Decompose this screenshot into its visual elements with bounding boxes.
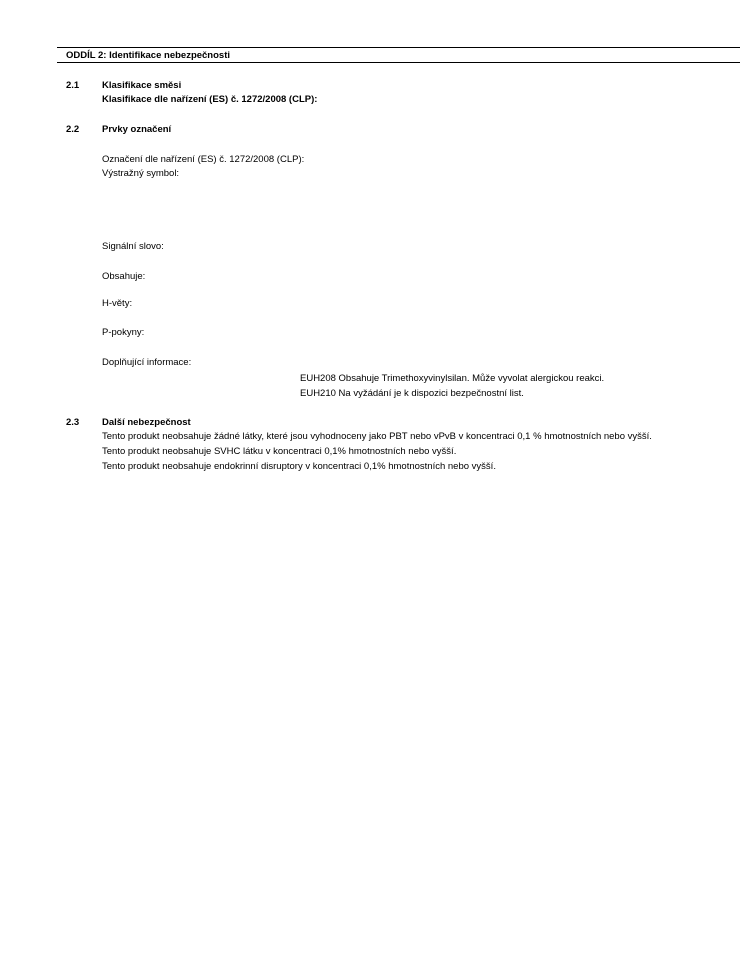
supplementary-line: EUH208 Obsahuje Trimethoxyvinylsilan. Může vyvolat alergickou reakci.	[300, 373, 605, 384]
other-hazard-line: Tento produkt neobsahuje endokrinní disruptory v koncentraci 0,1% hmotnostních nebo vyšší.	[102, 461, 496, 472]
subsection-number-2-2: 2.2	[66, 124, 80, 135]
section-header	[57, 47, 740, 63]
p-statements-label: P-pokyny:	[102, 327, 145, 338]
subsection-number-2-1: 2.1	[66, 80, 80, 91]
supplementary-line: EUH210 Na vyžádání je k dispozici bezpečnostní list.	[300, 388, 524, 399]
section-title: ODDÍL 2: Identifikace nebezpečnosti	[66, 50, 231, 61]
subsection-number-2-3: 2.3	[66, 417, 80, 428]
h-statements-label: H-věty:	[102, 298, 133, 309]
signal-word-label: Signální slovo:	[102, 241, 164, 252]
labeling-regulation-label: Označení dle nařízení (ES) č. 1272/2008 (CLP):	[102, 154, 305, 165]
subsection-heading-2-3: Další nebezpečnost	[102, 417, 191, 428]
other-hazard-line: Tento produkt neobsahuje SVHC látku v koncentraci 0,1% hmotnostních nebo vyšší.	[102, 446, 457, 457]
other-hazard-line: Tento produkt neobsahuje žádné látky, které jsou vyhodnoceny jako PBT nebo vPvB v koncentraci 0,1 % hmotnostních nebo vyšší.	[102, 431, 652, 442]
subsection-heading-2-1: Klasifikace směsi	[102, 80, 182, 91]
contains-label: Obsahuje:	[102, 271, 146, 282]
hazard-symbol-label: Výstražný symbol:	[102, 168, 180, 179]
classification-regulation-heading: Klasifikace dle nařízení (ES) č. 1272/2008 (CLP):	[102, 94, 318, 105]
supplementary-info-label: Doplňující informace:	[102, 357, 192, 368]
subsection-heading-2-2: Prvky označení	[102, 124, 172, 135]
